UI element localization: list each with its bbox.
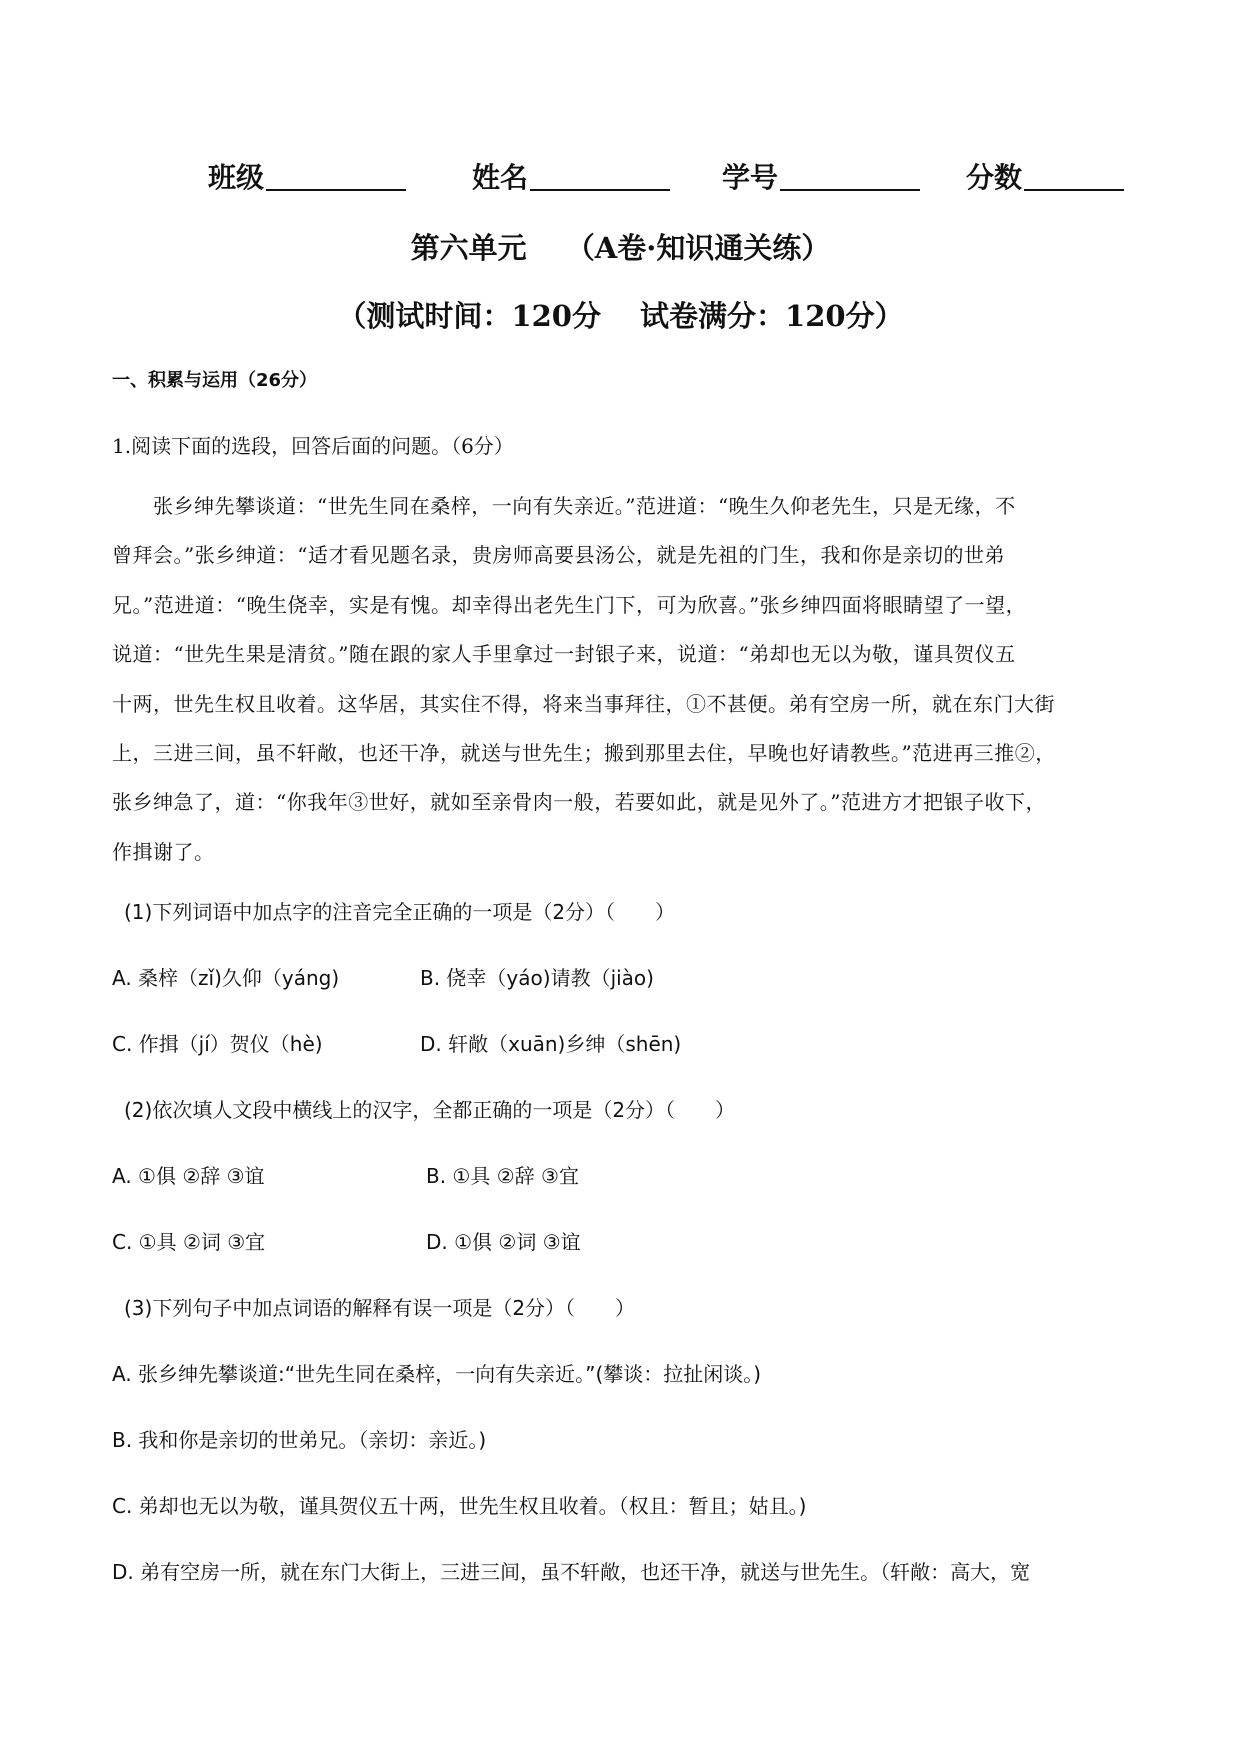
option-c[interactable]: C. ①具 ②词 ③宜: [112, 1230, 266, 1254]
option-d[interactable]: D. 弟有空房一所，就在东门大街上，三进三间，虽不轩敞，也还干净，就送与世先生。（轩敞：高大，宽: [112, 1560, 1031, 1584]
class-label: 班级: [208, 161, 265, 194]
name-field: [472, 156, 670, 196]
option-d[interactable]: D. ①俱 ②词 ③谊: [426, 1230, 581, 1254]
score-blank[interactable]: [1024, 163, 1124, 191]
passage-line: 张乡绅先攀谈道：“世先生同在桑梓，一向有失亲近。”范进道：“晚生久仰老先生，只是无缘，不: [112, 494, 1016, 518]
unit-title: 第六单元 （A卷·知识通关练）: [410, 231, 831, 265]
question-1-3-stem: (3)下列句子中加点词语的解释有误一项是（2分）（ ）: [124, 1296, 636, 1320]
option-c[interactable]: C. 弟却也无以为敬，谨具贺仪五十两，世先生权且收着。（权且：暂且；姑且。): [112, 1494, 807, 1518]
passage-line: 十两，世先生权且收着。这华居，其实住不得，将来当事拜往，①不甚便。弟有空房一所，就在东门大街: [112, 692, 1055, 716]
id-label: 学号: [722, 161, 779, 194]
option-b[interactable]: B. 侥幸（yáo)请教（jiào): [420, 966, 654, 990]
passage-line: 作揖谢了。: [112, 840, 215, 864]
passage-line: 上，三进三间，虽不轩敞，也还干净，就送与世先生；搬到那里去住，早晚也好请教些。”范进再三推②，: [112, 741, 1056, 765]
passage-line: 张乡绅急了，道：“你我年③世好，就如至亲骨肉一般，若要如此，就是见外了。”范进方才把银子收下，: [112, 790, 1046, 814]
passage-line: 说道：“世先生果是清贫。”随在跟的家人手里拿过一封银子来，说道：“弟却也无以为敬，谨具贺仪五: [112, 642, 1016, 666]
option-a[interactable]: A. 桑梓（zǐ)久仰（yáng): [112, 966, 340, 990]
question-1-2-stem: (2)依次填人文段中横线上的汉字，全都正确的一项是（2分）（ ）: [124, 1098, 736, 1122]
class-field: [208, 156, 406, 196]
option-a[interactable]: A. ①俱 ②辞 ③谊: [112, 1164, 265, 1188]
option-b[interactable]: B. ①具 ②辞 ③宜: [426, 1164, 579, 1188]
score-field: [966, 156, 1124, 196]
option-d[interactable]: D. 轩敞（xuān)乡绅（shēn): [420, 1032, 682, 1056]
name-label: 姓名: [472, 161, 529, 194]
test-meta: （测试时间：120分 试卷满分：120分）: [337, 299, 904, 333]
option-a[interactable]: A. 张乡绅先攀谈道:“世先生同在桑梓，一向有失亲近。”(攀谈：拉扯闲谈。): [112, 1362, 762, 1386]
question-1-1-stem: (1)下列词语中加点字的注音完全正确的一项是（2分）（ ）: [124, 900, 676, 924]
option-c[interactable]: C. 作揖（jí）贺仪（hè): [112, 1032, 323, 1056]
id-field: [722, 156, 920, 196]
name-blank[interactable]: [530, 163, 670, 191]
section-heading: 一、积累与运用（26分）: [112, 370, 318, 391]
id-blank[interactable]: [780, 163, 920, 191]
passage-line: 曾拜会。”张乡绅道：“适才看见题名录，贵房师高要县汤公，就是先祖的门生，我和你是亲切的世弟: [112, 543, 1005, 567]
question-1-intro: 1.阅读下面的选段，回答后面的问题。（6分）: [112, 434, 514, 458]
class-blank[interactable]: [266, 163, 406, 191]
option-b[interactable]: B. 我和你是亲切的世弟兄。（亲切：亲近。): [112, 1428, 487, 1452]
score-label: 分数: [966, 161, 1023, 194]
passage-line: 兄。”范进道：“晚生侥幸，实是有愧。却幸得出老先生门下，可为欣喜。”张乡绅四面将眼睛望了一望，: [112, 593, 1027, 617]
